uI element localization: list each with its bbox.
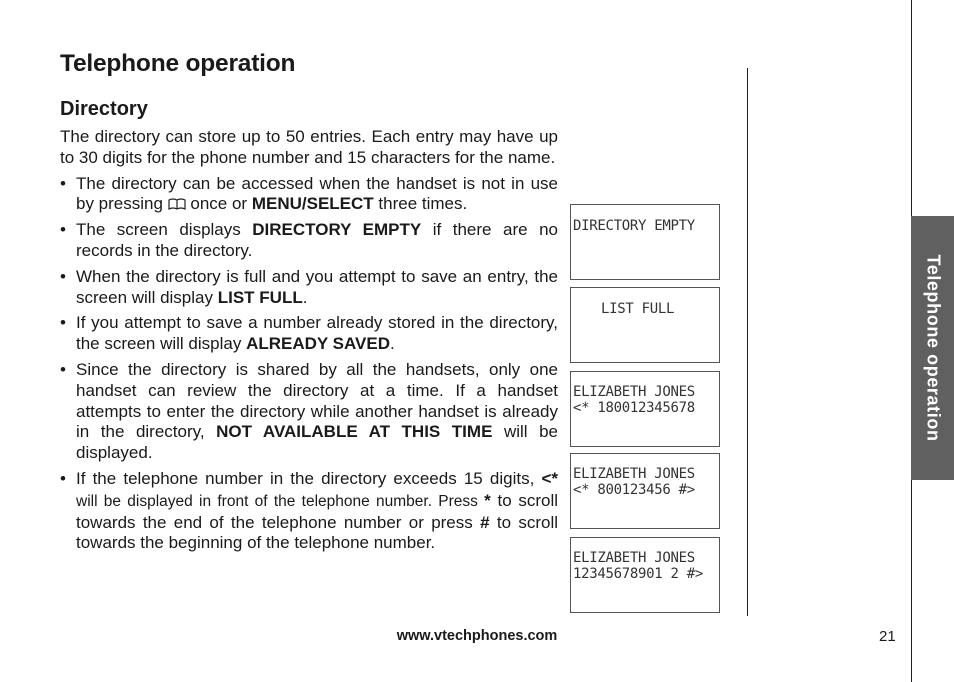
footer-url: www.vtechphones.com [396,628,558,644]
list-item: • The directory can be accessed when the handset is not in use by pressing once or MENU/SELECT three times. [60,174,558,216]
list-item: • When the directory is full and you attempt to save an entry, the screen will display LIST FULL. [60,267,558,309]
lcd-screen-entry-1: ELIZABETH JONES <* 180012345678 [570,371,720,447]
list-item: • If you attempt to save a number already stored in the directory, the screen will display ALREADY SAVED. [60,313,558,355]
page-title: Telephone operation [60,50,296,77]
directory-book-icon [168,195,186,207]
lcd-screen-directory-empty: DIRECTORY EMPTY [570,204,720,280]
side-tab [911,216,954,480]
lcd-screen-list-full: LIST FULL [570,287,720,363]
intro-paragraph: The directory can store up to 50 entries. Each entry may have up to 30 digits for the phone number and 15 characters for the name. [60,127,558,167]
page-number: 21 [879,628,896,645]
list-item: • If the telephone number in the directory exceeds 15 digits, <* will be displayed in front of the telephone number. Press * to scroll towards the end of the telephone number or press # to scroll towards the beginning of the telephone number. [60,469,558,554]
list-item: • Since the directory is shared by all the handsets, only one handset can review the directory at a time. If a handset attempts to enter the directory while another handset is already in the directory, NOT AVAILABLE AT THIS TIME will be displayed. [60,360,558,464]
section-title: Directory [60,98,148,120]
list-item: • The screen displays DIRECTORY EMPTY if there are no records in the directory. [60,220,558,262]
bullet-list [60,174,558,555]
side-tab-label: Telephone operation [923,254,943,442]
lcd-screen-entry-2: ELIZABETH JONES <* 800123456 #> [570,453,720,529]
body-content [60,127,558,559]
lcd-screen-entry-3: ELIZABETH JONES 12345678901 2 #> [570,537,720,613]
column-divider [747,68,748,616]
